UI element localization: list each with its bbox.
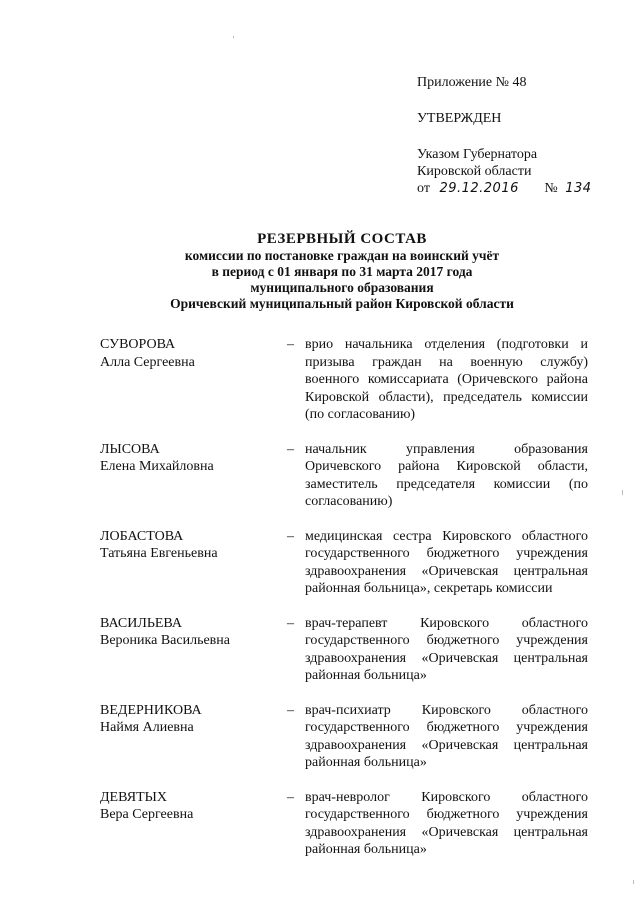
member-surname: ДЕВЯТЫХ [100, 789, 167, 805]
member-surname: ЛОБАСТОВА [100, 528, 184, 544]
member-given-name: Вера Сергеевна [100, 807, 194, 822]
member-given-name: Вероника Васильевна [100, 633, 230, 648]
member-given-name: Елена Михайловна [100, 459, 214, 474]
dash-separator: – [287, 702, 294, 718]
date-prefix: от [417, 181, 430, 196]
title-main: РЕЗЕРВНЫЙ СОСТАВ [257, 231, 427, 247]
title-line-3: муниципального образования [250, 280, 434, 295]
member-name [100, 702, 275, 737]
member-given-name: Наймя Алиевна [100, 720, 194, 735]
member-entry [100, 789, 588, 859]
member-entry [100, 528, 588, 598]
title-line-2: в период с 01 января по 31 марта 2017 года [211, 264, 473, 279]
member-name [100, 615, 275, 650]
member-role: медицинская сестра Кировского областного государственного бюджетного учреждения здравоохранения «Оричевская центральная районная больница», секретарь комиссии [305, 528, 588, 596]
title-line-1: комиссии по постановке граждан на воинский учёт [184, 248, 500, 263]
dash-separator: – [287, 789, 294, 805]
scan-speck [633, 880, 634, 884]
member-name [100, 441, 275, 476]
member-entry [100, 336, 588, 424]
scan-speck [233, 36, 234, 38]
member-surname: ЛЫСОВА [100, 441, 160, 457]
member-role: начальник управления образования Оричевского района Кировской области, заместитель председателя комиссии (по согласованию) [305, 441, 588, 509]
member-name [100, 336, 275, 371]
member-entry [100, 615, 588, 685]
dash-separator: – [287, 528, 294, 544]
member-given-name: Татьяна Евгеньевна [100, 546, 218, 561]
member-entry [100, 441, 588, 511]
members-list [100, 336, 588, 859]
document-title [100, 230, 584, 312]
decree-date: 29.12.2016 [439, 181, 519, 196]
member-name [100, 789, 275, 824]
decree-line-2: Кировской области [417, 164, 532, 179]
decree-number: 134 [565, 181, 592, 196]
member-entry [100, 702, 588, 772]
decree-date-line [417, 180, 592, 197]
member-name [100, 528, 275, 563]
dash-separator: – [287, 337, 294, 352]
appendix-number: Приложение № 48 [417, 75, 527, 90]
title-line-4: Оричевский муниципальный район Кировской области [170, 296, 514, 311]
decree-line-1: Указом Губернатора [417, 147, 538, 162]
member-given-name: Алла Сергеевна [100, 354, 195, 370]
decree-reference [417, 146, 592, 197]
dash-separator: – [287, 615, 294, 631]
member-role: врач-терапевт Кировского областного государственного бюджетного учреждения здравоохранения «Оричевская центральная районная больница» [305, 615, 588, 683]
member-surname: ВЕДЕРНИКОВА [100, 702, 202, 718]
member-surname: СУВОРОВА [100, 337, 176, 352]
number-prefix: № [544, 181, 558, 196]
member-role: врач-психиатр Кировского областного государственного бюджетного учреждения здравоохранения «Оричевская центральная районная больница» [305, 702, 588, 770]
member-role: врио начальника отделения (подготовки и призыва граждан на военную службу) военного комиссариата (Оричевского района Кировской области), председатель комиссии (по согласованию) [305, 337, 588, 422]
approved-heading: УТВЕРЖДЕН [417, 111, 502, 126]
dash-separator: – [287, 441, 294, 457]
member-surname: ВАСИЛЬЕВА [100, 615, 182, 631]
scan-speck [622, 490, 623, 495]
member-role: врач-невролог Кировского областного государственного бюджетного учреждения здравоохранения «Оричевская центральная районная больница» [305, 789, 588, 857]
